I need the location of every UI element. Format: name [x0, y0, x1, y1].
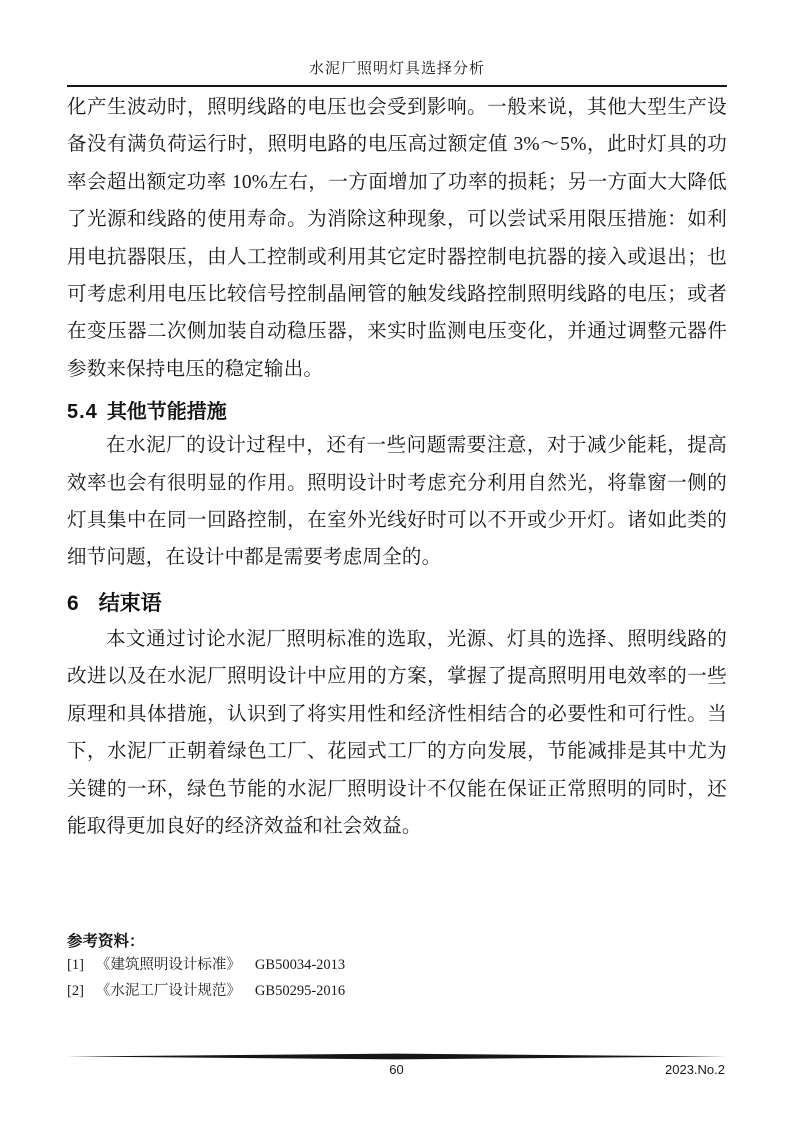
reference-index: [1] [67, 957, 84, 974]
section-6-paragraph: 本文通过讨论水泥厂照明标准的选取，光源、灯具的选择、照明线路的改进以及在水泥厂照明设计中应用的方案，掌握了提高照明用电效率的一些原理和具体措施，认识到了将实用性和经济性相结合的必要性和可行性。当下，水泥厂正朝着绿色工厂、花园式工厂的方向发展，节能减排是其中尤为关键的一环，绿色节能的水泥厂照明设计不仅能在保证正常照明的同时，还能取得更加良好的经济效益和社会效益。 [67, 628, 727, 837]
footer-tapered-rule [66, 1053, 727, 1060]
reference-code: GB50295-2016 [254, 982, 346, 999]
section-5-4-title: 其他节能措施 [106, 401, 227, 424]
reference-code: GB50034-2013 [254, 957, 346, 974]
reference-item [67, 953, 727, 979]
section-5-4-paragraph: 在水泥厂的设计过程中，还有一些问题需要注意，对于减少能耗，提高效率也会有很明显的作用。照明设计时考虑充分利用自然光，将靠窗一侧的灯具集中在同一回路控制，在室外光线好时可以不开或少开灯。诸如此类的细节问题，在设计中都是需要考虑周全的。 [67, 435, 727, 569]
section-6-title: 结束语 [98, 591, 162, 615]
section-6-heading [67, 587, 727, 621]
running-head-title: 水泥厂照明灯具选择分析 [308, 61, 485, 77]
page-number: 60 [389, 1062, 404, 1077]
reference-item [67, 979, 727, 1005]
footer-row [66, 1062, 727, 1080]
references-section [67, 931, 727, 1004]
reference-index: [2] [67, 982, 84, 999]
page-content [67, 0, 727, 1004]
reference-title: 《水泥工厂设计规范》 [95, 982, 241, 999]
header-rule [67, 85, 727, 87]
section-5-4-heading [67, 397, 727, 427]
references-heading: 参考资料： [67, 933, 145, 951]
reference-title: 《建筑照明设计标准》 [95, 957, 241, 974]
section-5-4-number: 5.4 [67, 401, 98, 424]
page-footer [66, 1053, 727, 1080]
issue-number: 2023.No.2 [665, 1062, 725, 1077]
section-6-number: 6 [67, 591, 79, 615]
paragraph-continued: 化产生波动时，照明线路的电压也会受到影响。一般来说，其他大型生产设备没有满负荷运行时，照明电路的电压高过额定值 3%～5%，此时灯具的功率会超出额定功率 10%左右，一方面增加了功率的损耗；另一方面大大降低了光源和线路的使用寿命。为消除这种现象，可以尝试采用限压措施：如利用电抗器限压，由人工控制或利用其它定时器控制电抗器的接入或退出；也可考虑利用电压比较信号控制晶闸管的触发线路控制照明线路的电压；或者在变压器二次侧加装自动稳压器，来实时监测电压变化，并通过调整元器件参数来保持电压的稳定输出。 [67, 97, 727, 380]
